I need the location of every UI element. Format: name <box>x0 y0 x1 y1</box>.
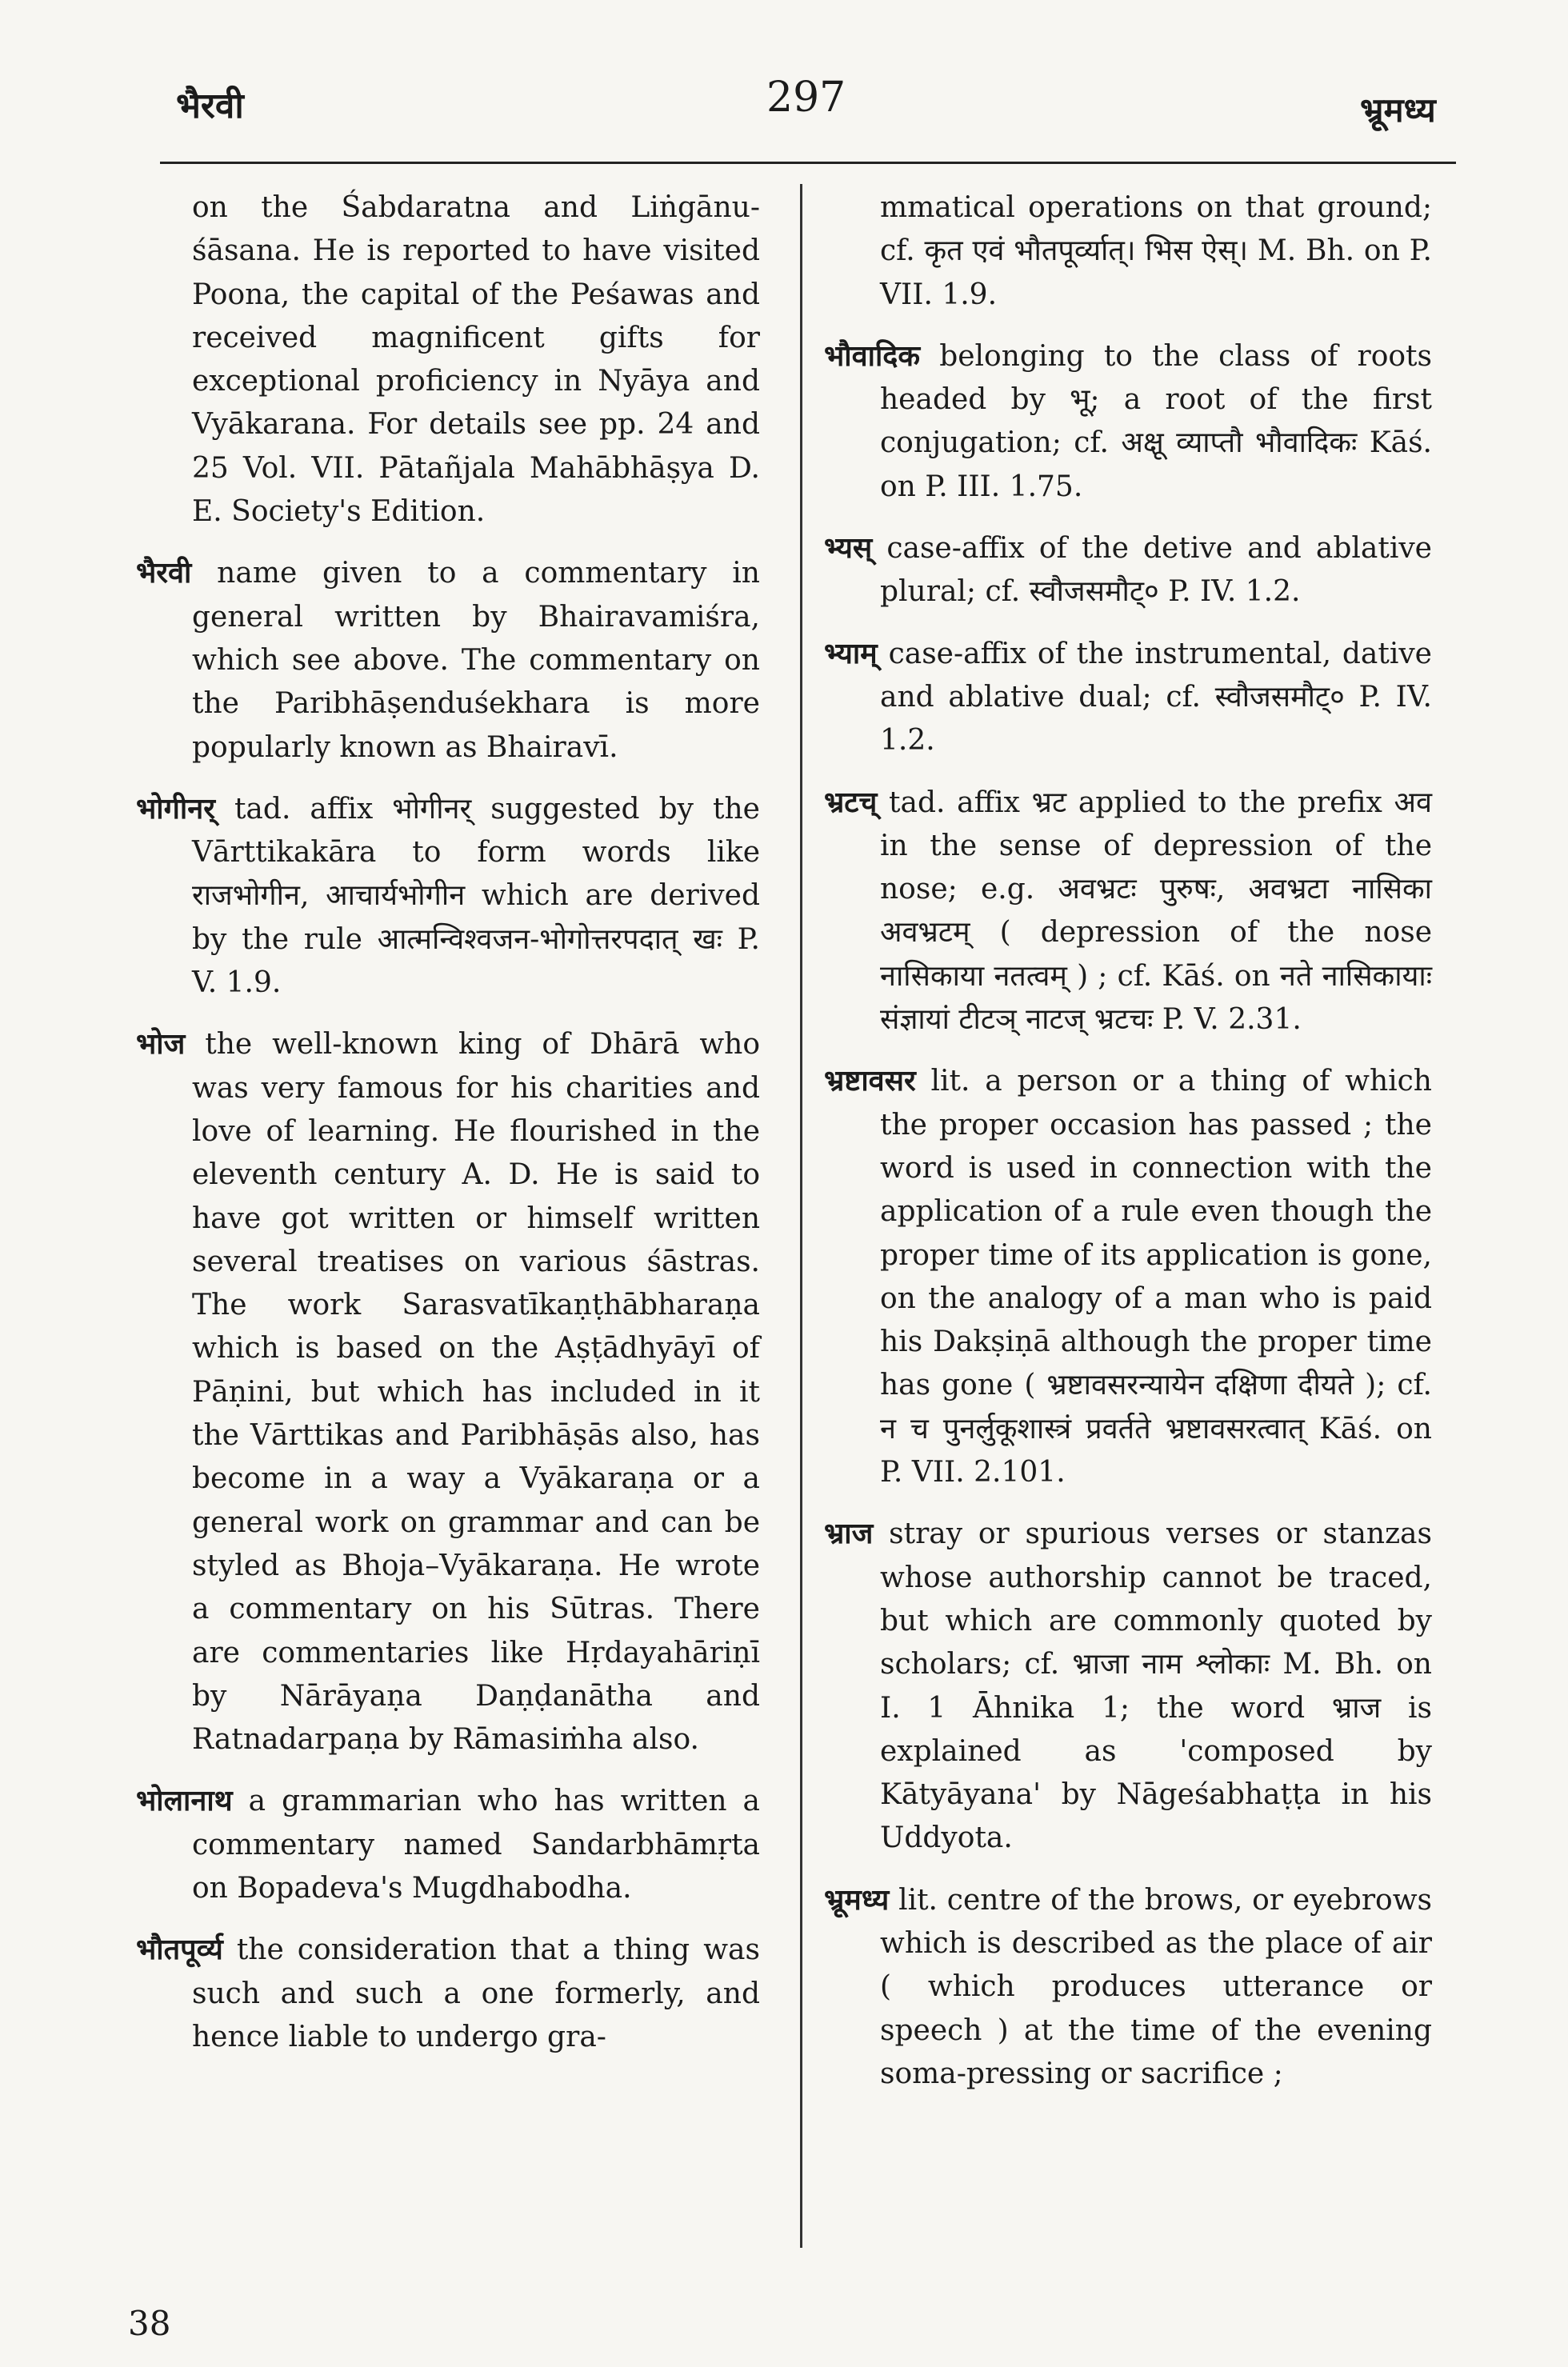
left-column <box>136 186 760 2059</box>
entry-headword: भ्रूमध्य <box>824 1882 890 1917</box>
entry-text: belonging to the class of roots headed by भू; a root of the first conjugation; cf. अक्षू व्याप्तौ भौवादिकः Kāś. on P. III. 1.75. <box>880 339 1432 503</box>
dictionary-entry <box>824 186 1432 317</box>
entry-headword: भोलानाथ <box>136 1784 233 1818</box>
signature-number: 38 <box>128 2304 171 2343</box>
entry-text: the well-known king of Dhārā who was very famous for his charities and love of learning. He flourished in the eleventh century A. D. He is said to have got written or himself written several treatises on various śāstras. The work Sarasvatīkaṇṭhābharaṇa which is based on the Aṣṭādhyāyī of Pāṇini, but which has included in it the Vārttikas and Paribhāṣās also, has become in a way a Vyākaraṇa or a general work on grammar and can be styled as Bhoja–Vyākaraṇa. He wrote a commentary on his Sūtras. There are commentaries like Hṛdayahāriṇī by Nārāyaṇa Daṇḍanātha and Ratnadarpaṇa by Rāmasiṁha also. <box>192 1028 760 1757</box>
entry-text: tad. affix भ्रट applied to the prefix अव in the sense of depression of the nose; e.g. अवभ्रटः पुरुषः, अवभ्रटा नासिका अवभ्रटम् ( depression of the nose नासिकाया नतत्वम् ) ; cf. Kāś. on नते नासिकायाः संज्ञायां टीटञ् नाटज् भ्रटचः P. V. 2.31. <box>880 786 1433 1037</box>
entry-headword: भ्यस् <box>824 531 873 566</box>
dictionary-entry <box>824 781 1432 1042</box>
entry-text: case-affix of the detive and ablative plural; cf. स्वौजसमौट्० P. IV. 1.2. <box>880 532 1432 609</box>
dictionary-entry <box>824 526 1432 614</box>
entry-headword: भोज <box>136 1027 186 1062</box>
dictionary-entry <box>824 334 1432 509</box>
dictionary-entry <box>136 1928 760 2059</box>
entry-headword: भौतपूर्व्य <box>136 1933 223 1967</box>
entry-text: lit. centre of the brows, or eyebrows which is described as the place of air ( which produces utterance or speech ) at the time of the evening soma-pressing or sacrifice ; <box>880 1883 1432 2090</box>
right-column <box>824 186 1432 2096</box>
entry-text: mmatical operations on that ground; cf. कृत एवं भौतपूर्व्यात्। भिस ऐस्। M. Bh. on P. VII. 1.9. <box>880 191 1432 311</box>
header-right-word: भ्रूमध्य <box>1360 90 1436 130</box>
column-divider <box>800 184 802 2248</box>
entry-headword: भोगीनर् <box>136 791 215 826</box>
dictionary-entry <box>824 1878 1432 2096</box>
dictionary-entry <box>136 1022 760 1761</box>
entry-text: lit. a person or a thing of which the proper occasion has passed ; the word is used in connection with the application of a rule even though the proper time of its application is gone, on the analogy of a man who is paid his Dakṣiṇā although the proper time has gone ( भ्रष्टावसरन्यायेन दक्षिणा दीयते ); cf. न च पुनर्लुकूशास्त्रं प्रवर्तते भ्रष्टावसरत्वात् Kāś. on P. VII. 2.101. <box>880 1065 1432 1489</box>
entry-headword: भ्रष्टावसर <box>824 1064 916 1098</box>
entry-text: stray or spurious verses or stanzas whose authorship cannot be traced, but which are commonly quoted by scholars; cf. भ्राजा नाम श्लोकाः M. Bh. on I. 1 Āhnika 1; the word भ्राज is explained as 'composed by Kātyāyana' by Nāgeśabhaṭṭa in his Uddyota. <box>880 1517 1432 1855</box>
header-rule <box>160 162 1456 164</box>
dictionary-entry <box>136 1779 760 1910</box>
entry-headword: भ्रटच् <box>824 785 878 819</box>
dictionary-entry <box>824 632 1432 763</box>
dictionary-entry <box>136 551 760 769</box>
entry-text: on the Śabdaratna and Liṅgānu-śāsana. He is reported to have visited Poona, the capital of the Peśawas and received magnificent gifts for exceptional proficiency in Nyāya and Vyākarana. For details see pp. 24 and 25 Vol. VII. Pātañjala Mahābhāṣya D. E. Society's Edition. <box>192 191 760 529</box>
entry-text: the consideration that a thing was such and such a one formerly, and hence liable to undergo gra- <box>192 1933 760 2053</box>
dictionary-entry <box>136 186 760 534</box>
entry-text: a grammarian who has written a commentary named Sandarbhāmṛta on Bopadeva's Mugdhabodha. <box>192 1785 760 1905</box>
header-left-word: भैरवी <box>176 86 244 126</box>
dictionary-entry <box>824 1512 1432 1860</box>
page-number: 297 <box>766 74 846 122</box>
entry-text: tad. affix भोगीनर् suggested by the Vārttikakāra to form words like राजभोगीन, आचार्यभोगीन which are derived by the rule आत्मन्विश्वजन-भोगोत्तरपदात् खः P. V. 1.9. <box>192 792 760 1000</box>
entry-text: case-affix of the instrumental, dative and ablative dual; cf. स्वौजसमौट्० P. IV. 1.2. <box>880 637 1432 758</box>
entry-headword: भ्याम् <box>824 636 878 670</box>
entry-headword: भौवादिक <box>824 338 921 373</box>
entry-headword: भैरवी <box>136 556 192 590</box>
entry-headword: भ्राज <box>824 1517 874 1551</box>
entry-text: name given to a commentary in general written by Bhairavamiśra, which see above. The commentary on the Paribhāṣenduśekhara is more popularly known as Bhairavī. <box>192 557 760 764</box>
dictionary-entry <box>824 1059 1432 1494</box>
dictionary-entry <box>136 787 760 1005</box>
